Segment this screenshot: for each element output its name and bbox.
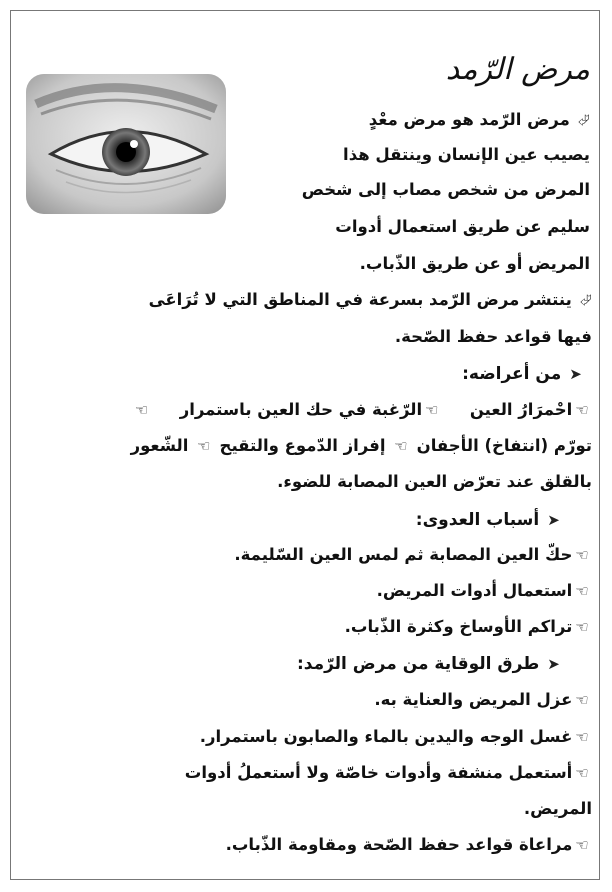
intro-line-4: سليم عن طريق استعمال أدوات	[335, 217, 590, 236]
pointing-hand-icon: ☜	[575, 618, 589, 636]
pointing-hand-icon: ☜	[394, 437, 408, 455]
arrow-hook-icon: ⮰	[577, 111, 590, 129]
prevention-item-1: ☜عزل المريض والعناية به.	[374, 688, 592, 712]
causes-item-1: ☜حكّ العين المصابة ثم لمس العين السّليمة.	[234, 543, 592, 567]
eye-illustration	[26, 74, 226, 214]
cursor-arrow-icon: ➤	[547, 655, 560, 673]
causes-item-2: ☜استعمال أدوات المريض.	[377, 579, 592, 603]
prevention-item-4: ☜مراعاة قواعد حفظ الصّحة ومقاومة الذّباب.	[226, 833, 592, 857]
eye-photo	[26, 74, 226, 214]
page-title: مرض الرّمد	[445, 52, 590, 87]
cursor-arrow-icon: ➤	[547, 511, 560, 529]
pointing-hand-icon: ☜	[575, 691, 589, 709]
causes-item-3: ☜تراكم الأوساخ وكثرة الذّباب.	[345, 615, 592, 639]
prevention-item-2: ☜غسل الوجه واليدين بالماء والصابون باستمرار.	[200, 725, 592, 749]
prevention-heading: ➤طرق الوقاية من مرض الرّمد:	[296, 654, 560, 674]
prevention-item-3-cont: المريض.	[523, 799, 592, 818]
intro-p2-line-1: ⮰ينتشر مرض الرّمد بسرعة في المناطق التي لا تُرَاعَى	[149, 288, 592, 312]
pointing-hand-icon: ☜	[135, 401, 149, 419]
causes-heading: ➤أسباب العدوى:	[415, 510, 560, 530]
pointing-hand-icon: ☜	[575, 546, 589, 564]
arrow-hook-icon: ⮰	[579, 291, 592, 309]
intro-p2-line-2: فيها قواعد حفظ الصّحة.	[394, 327, 592, 346]
pointing-hand-icon: ☜	[197, 437, 211, 455]
symptoms-heading: ➤من أعراضه:	[462, 364, 582, 384]
cursor-arrow-icon: ➤	[569, 365, 582, 383]
pointing-hand-icon: ☜	[575, 582, 589, 600]
pointing-hand-icon: ☜	[425, 401, 439, 419]
pointing-hand-icon: ☜	[575, 836, 589, 854]
pointing-hand-icon: ☜	[575, 764, 589, 782]
intro-line-1: ⮰مرض الرّمد هو مرض معْدٍ	[369, 108, 590, 132]
prevention-item-3: ☜أستعمل منشفة وأدوات خاصّة ولا أستعملُ أدوات	[185, 761, 592, 785]
symptoms-line-2: تورّم (انتفاخ) الأجفان ☜ إفراز الدّموع والتقيح ☜ الشّعور	[131, 434, 592, 458]
intro-line-3: المرض من شخص مصاب إلى شخص	[301, 180, 590, 199]
pointing-hand-icon: ☜	[575, 401, 589, 419]
symptoms-line-1: ☜احْمرَارُ العين☜الرّغبة في حك العين باستمرار☜	[132, 398, 592, 422]
symptoms-line-3: بالقلق عند تعرّض العين المصابة للضوء.	[277, 472, 592, 491]
pointing-hand-icon: ☜	[575, 728, 589, 746]
intro-line-2: يصيب عين الإنسان وينتقل هذا	[343, 145, 590, 164]
intro-line-5: المريض أو عن طريق الذّباب.	[359, 254, 590, 273]
